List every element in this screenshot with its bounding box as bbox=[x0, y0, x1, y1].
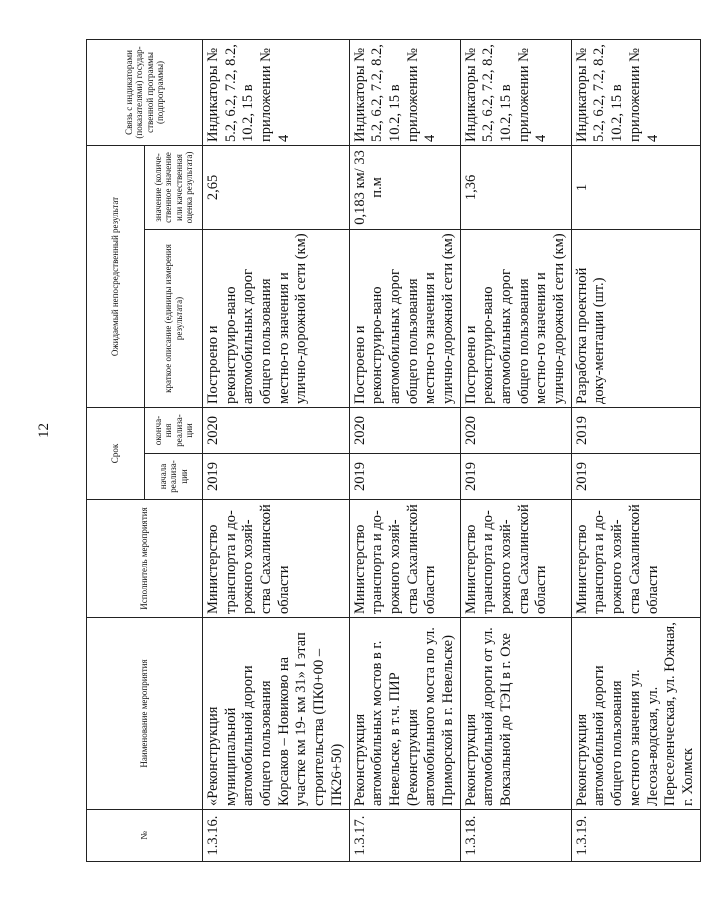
result-description: Построено и реконструиро-вано автомобильных дорог общего пользования местно-го значения и улично-дорожной сети (км) bbox=[203, 229, 350, 407]
page-number: 12 bbox=[36, 423, 52, 438]
start-year: 2019 bbox=[571, 454, 700, 500]
executor: Министерство транспорта и до-рожного хозяй-ства Сахалинской области bbox=[460, 500, 571, 618]
row-number: 1.3.19. bbox=[571, 810, 700, 862]
header-name: Наименование мероприятия bbox=[87, 618, 203, 810]
result-description: Разработка проектной доку-ментации (шт.) bbox=[571, 229, 700, 407]
indicator-link: Индикаторы № 5.2, 6.2, 7.2, 8.2, 10.2, 15 в приложении № 4 bbox=[571, 39, 700, 145]
header-term-end: оконча-ния реализа-ции bbox=[145, 407, 203, 453]
executor: Министерство транспорта и до-рожного хозяй-ства Сахалинской области bbox=[203, 500, 350, 618]
end-year: 2020 bbox=[460, 407, 571, 453]
table-row bbox=[203, 39, 350, 861]
indicator-link: Индикаторы № 5.2, 6.2, 7.2, 8.2, 10.2, 15 в приложении № 4 bbox=[349, 39, 460, 145]
header-term: Срок bbox=[87, 407, 145, 499]
header-no: № bbox=[87, 810, 203, 862]
start-year: 2019 bbox=[460, 454, 571, 500]
executor: Министерство транспорта и до-рожного хозяй-ства Сахалинской области bbox=[349, 500, 460, 618]
table-row bbox=[460, 39, 571, 861]
result-value: 2,65 bbox=[203, 145, 350, 229]
result-value: 0,183 км/ 33 п.м bbox=[349, 145, 460, 229]
table-row bbox=[349, 39, 460, 861]
result-description: Построено и реконструиро-вано автомобильных дорог общего пользования местно-го значения и улично-дорожной сети (км) bbox=[460, 229, 571, 407]
executor: Министерство транспорта и до-рожного хозяй-ства Сахалинской области bbox=[571, 500, 700, 618]
indicator-link: Индикаторы № 5.2, 6.2, 7.2, 8.2, 10.2, 15 в приложении № 4 bbox=[203, 39, 350, 145]
measure-name: Реконструкция автомобильной дороги от ул. Вокзальной до ТЭЦ в г. Охе bbox=[460, 618, 571, 810]
result-value: 1,36 bbox=[460, 145, 571, 229]
measure-name: Реконструкция автомобильной дороги общего пользования местного значения ул. Лесоза-водская, ул. Переселенческая, ул. Южная, г. Холмск bbox=[571, 618, 700, 810]
result-description: Построено и реконструиро-вано автомобильных дорог общего пользования местно-го значения и улично-дорожной сети (км) bbox=[349, 229, 460, 407]
header-value: значение (количе-ственное значение или качественная оценка результата) bbox=[145, 145, 203, 229]
end-year: 2020 bbox=[203, 407, 350, 453]
start-year: 2019 bbox=[349, 454, 460, 500]
end-year: 2019 bbox=[571, 407, 700, 453]
header-executor: Исполнитель мероприятия bbox=[87, 500, 203, 618]
table-row bbox=[571, 39, 700, 861]
header-short-desc: краткое описание (единицы измерения результата) bbox=[145, 229, 203, 407]
measures-table bbox=[86, 39, 701, 862]
result-value: 1 bbox=[571, 145, 700, 229]
measure-name: Реконструкция автомобильных мостов в г. Невельске, в т.ч. ПИР (Реконструкция автомобильного моста по ул. Приморской в г. Невельске) bbox=[349, 618, 460, 810]
measure-name: «Реконструкция муниципальной автомобильной дороги общего пользования Корсаков – Новиково на участке км 19- км 31» I этап строительства (ПК0+00 – ПК26+50) bbox=[203, 618, 350, 810]
row-number: 1.3.18. bbox=[460, 810, 571, 862]
row-number: 1.3.16. bbox=[203, 810, 350, 862]
header-expected: Ожидаемый непосредственный результат bbox=[87, 145, 145, 407]
document-table-rotated bbox=[86, 40, 696, 862]
row-number: 1.3.17. bbox=[349, 810, 460, 862]
end-year: 2020 bbox=[349, 407, 460, 453]
indicator-link: Индикаторы № 5.2, 6.2, 7.2, 8.2, 10.2, 15 в приложении № 4 bbox=[460, 39, 571, 145]
header-link: Связь с индикаторами (показателями) государ-ственной программы (подпрограммы) bbox=[87, 39, 203, 145]
header-term-start: начала реализа-ции bbox=[145, 454, 203, 500]
start-year: 2019 bbox=[203, 454, 350, 500]
